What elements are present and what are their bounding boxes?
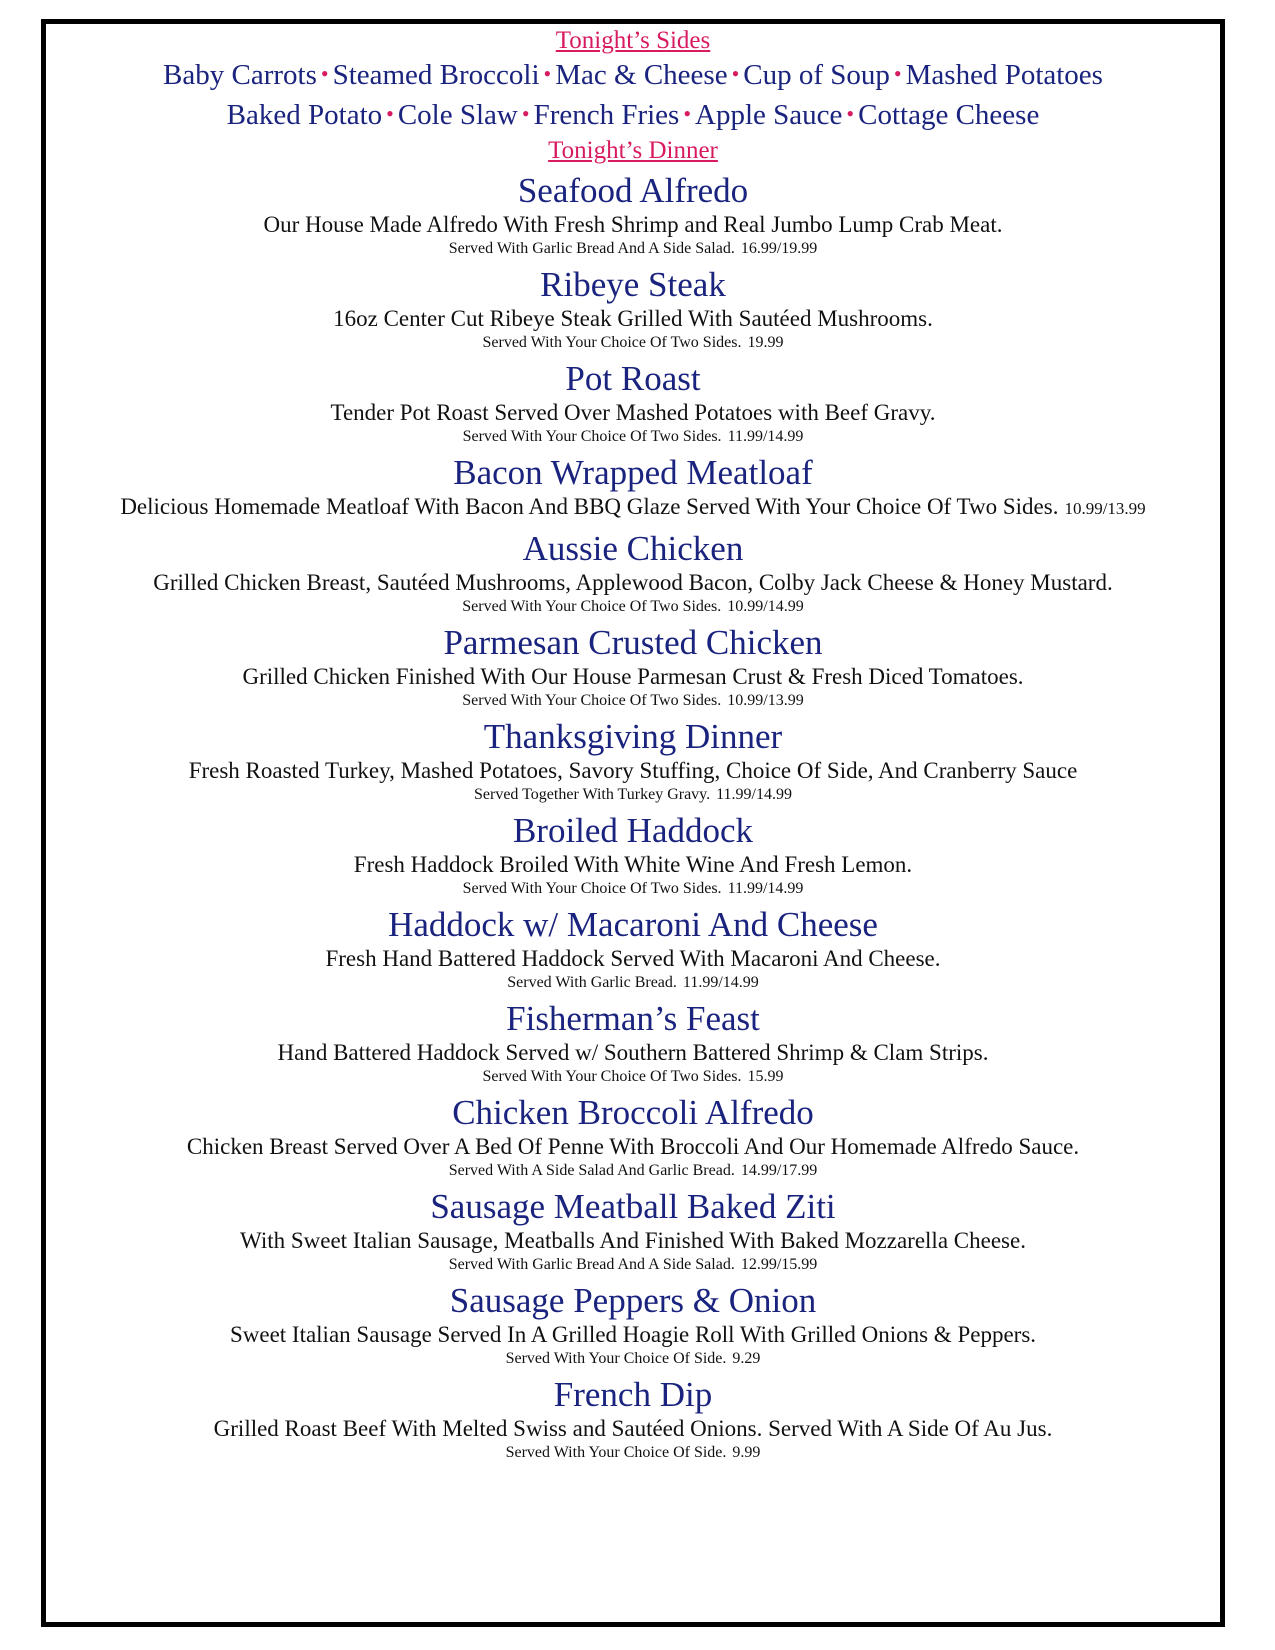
bullet-separator: • bbox=[521, 101, 530, 126]
dish-name: Chicken Broccoli Alfredo bbox=[452, 1093, 814, 1132]
dish-served-note bbox=[46, 1255, 1220, 1275]
dish-price: 10.99/14.99 bbox=[727, 598, 804, 615]
dish-served-note bbox=[46, 785, 1220, 805]
served-text: Served With Your Choice Of Side. bbox=[505, 1444, 727, 1461]
dinner-title: Tonight’s Dinner bbox=[548, 137, 718, 164]
menu-item bbox=[46, 453, 1220, 523]
dish-description-text: Tender Pot Roast Served Over Mashed Potatoes with Beef Gravy. bbox=[330, 400, 936, 425]
side-item: French Fries bbox=[533, 99, 680, 131]
dish-list bbox=[46, 171, 1220, 1463]
served-text: Served With Your Choice Of Two Sides. bbox=[482, 334, 742, 351]
dish-served-note bbox=[46, 973, 1220, 993]
dish-name: Parmesan Crusted Chicken bbox=[443, 623, 823, 662]
dish-description bbox=[46, 663, 1220, 691]
dish-served-note bbox=[46, 1349, 1220, 1369]
menu-item bbox=[46, 905, 1220, 993]
bullet-separator: • bbox=[320, 61, 329, 86]
side-item: Cole Slaw bbox=[397, 99, 518, 131]
side-item: Cottage Cheese bbox=[858, 99, 1040, 131]
dish-price: 11.99/14.99 bbox=[727, 880, 804, 897]
dish-name: French Dip bbox=[553, 1375, 713, 1414]
dish-name: Ribeye Steak bbox=[540, 265, 726, 304]
dish-name: Bacon Wrapped Meatloaf bbox=[453, 453, 813, 492]
dish-description-text: 16oz Center Cut Ribeye Steak Grilled With Sautéed Mushrooms. bbox=[333, 306, 933, 331]
dish-served-note bbox=[46, 597, 1220, 617]
dish-price: 11.99/14.99 bbox=[682, 974, 759, 991]
menu-item bbox=[46, 265, 1220, 353]
bullet-separator: • bbox=[543, 61, 552, 86]
dish-description-text: Fresh Hand Battered Haddock Served With Macaroni And Cheese. bbox=[325, 946, 941, 971]
sides-title: Tonight’s Sides bbox=[555, 27, 711, 54]
dish-description bbox=[46, 305, 1220, 333]
dish-price: 19.99 bbox=[747, 334, 784, 351]
dish-price: 14.99/17.99 bbox=[740, 1162, 818, 1179]
served-text: Served With Garlic Bread And A Side Salad. bbox=[448, 1256, 735, 1273]
served-text: Served With Your Choice Of Two Sides. bbox=[462, 428, 722, 445]
dish-served-note bbox=[46, 1443, 1220, 1463]
side-item: Cup of Soup bbox=[743, 59, 890, 91]
bullet-separator: • bbox=[683, 101, 692, 126]
served-text: Served Together With Turkey Gravy. bbox=[474, 786, 711, 803]
dish-served-note bbox=[46, 691, 1220, 711]
dish-description-text: Delicious Homemade Meatloaf With Bacon And BBQ Glaze Served With Your Choice Of Two Sides. bbox=[120, 494, 1059, 519]
dish-name: Thanksgiving Dinner bbox=[483, 717, 783, 756]
menu-item bbox=[46, 1093, 1220, 1181]
dish-price: 9.99 bbox=[732, 1444, 761, 1461]
dish-description-text: Fresh Haddock Broiled With White Wine And Fresh Lemon. bbox=[353, 852, 913, 877]
dish-description bbox=[46, 569, 1220, 597]
dish-description-text: Grilled Chicken Finished With Our House Parmesan Crust & Fresh Diced Tomatoes. bbox=[242, 664, 1024, 689]
menu-item bbox=[46, 359, 1220, 447]
served-text: Served With A Side Salad And Garlic Bread. bbox=[448, 1162, 735, 1179]
dish-name: Fisherman’s Feast bbox=[506, 999, 760, 1038]
bullet-separator: • bbox=[893, 61, 902, 86]
menu-item bbox=[46, 623, 1220, 711]
dish-description bbox=[46, 1227, 1220, 1255]
dish-name: Seafood Alfredo bbox=[517, 171, 749, 210]
dish-served-note bbox=[46, 239, 1220, 259]
sides-line-2 bbox=[46, 96, 1220, 136]
menu-content bbox=[46, 26, 1220, 1463]
dish-name: Sausage Meatball Baked Ziti bbox=[430, 1187, 836, 1226]
served-text: Served With Garlic Bread And A Side Salad. bbox=[448, 240, 735, 257]
dish-description bbox=[46, 1133, 1220, 1161]
menu-item bbox=[46, 811, 1220, 899]
dish-price: 9.29 bbox=[732, 1350, 761, 1367]
dish-description bbox=[46, 1321, 1220, 1349]
dish-served-note bbox=[46, 879, 1220, 899]
bullet-separator: • bbox=[386, 101, 394, 126]
side-item: Steamed Broccoli bbox=[332, 59, 540, 91]
menu-item bbox=[46, 1281, 1220, 1369]
sides-line-1 bbox=[46, 56, 1220, 96]
dish-price: 12.99/15.99 bbox=[740, 1256, 818, 1273]
dish-price: 11.99/14.99 bbox=[727, 428, 804, 445]
menu-item bbox=[46, 999, 1220, 1087]
dish-served-note bbox=[46, 333, 1220, 353]
dish-description-text: Grilled Roast Beef With Melted Swiss and Sautéed Onions. Served With A Side Of Au Jus. bbox=[213, 1416, 1053, 1441]
menu-item bbox=[46, 529, 1220, 617]
bullet-separator: • bbox=[846, 101, 855, 126]
side-item: Apple Sauce bbox=[695, 99, 843, 131]
side-item: Mac & Cheese bbox=[555, 59, 728, 91]
dish-description bbox=[46, 757, 1220, 785]
served-text: Served With Your Choice Of Two Sides. bbox=[462, 598, 722, 615]
dish-price: 10.99/13.99 bbox=[727, 692, 804, 709]
dish-description-text: Chicken Breast Served Over A Bed Of Penne With Broccoli And Our Homemade Alfredo Sauce. bbox=[186, 1134, 1080, 1159]
dish-price: 16.99/19.99 bbox=[740, 240, 818, 257]
dish-description bbox=[46, 1039, 1220, 1067]
dish-price: 15.99 bbox=[747, 1068, 784, 1085]
dish-description-text: Fresh Roasted Turkey, Mashed Potatoes, Savory Stuffing, Choice Of Side, And Cranberry Sauce bbox=[188, 758, 1078, 783]
side-item: Baked Potato bbox=[226, 99, 383, 131]
side-item: Baby Carrots bbox=[163, 59, 317, 91]
bullet-separator: • bbox=[731, 61, 740, 86]
dish-description-text: Grilled Chicken Breast, Sautéed Mushrooms, Applewood Bacon, Colby Jack Cheese & Honey Mustard. bbox=[153, 570, 1113, 595]
dish-description-text: Sweet Italian Sausage Served In A Grilled Hoagie Roll With Grilled Onions & Peppers. bbox=[229, 1322, 1037, 1347]
dish-served-note bbox=[46, 427, 1220, 447]
dish-name: Aussie Chicken bbox=[522, 529, 744, 568]
side-item: Mashed Potatoes bbox=[905, 59, 1103, 91]
dish-served-note bbox=[46, 1161, 1220, 1181]
dish-description bbox=[46, 493, 1220, 523]
menu-item bbox=[46, 717, 1220, 805]
dish-description bbox=[46, 211, 1220, 239]
dish-description-text: With Sweet Italian Sausage, Meatballs And Finished With Baked Mozzarella Cheese. bbox=[240, 1228, 1026, 1253]
dish-price: 11.99/14.99 bbox=[716, 786, 792, 803]
served-text: Served With Garlic Bread. bbox=[507, 974, 677, 991]
served-text: Served With Your Choice Of Two Sides. bbox=[462, 692, 722, 709]
dish-name: Pot Roast bbox=[565, 359, 701, 398]
dish-price: 10.99/13.99 bbox=[1064, 499, 1146, 518]
menu-item bbox=[46, 1187, 1220, 1275]
dish-description-text: Our House Made Alfredo With Fresh Shrimp and Real Jumbo Lump Crab Meat. bbox=[263, 212, 1003, 237]
served-text: Served With Your Choice Of Side. bbox=[505, 1350, 727, 1367]
dish-served-note bbox=[46, 1067, 1220, 1087]
dish-description-text: Hand Battered Haddock Served w/ Southern Battered Shrimp & Clam Strips. bbox=[277, 1040, 989, 1065]
menu-item bbox=[46, 171, 1220, 259]
dish-name: Haddock w/ Macaroni And Cheese bbox=[388, 905, 878, 944]
dish-name: Sausage Peppers & Onion bbox=[449, 1281, 817, 1320]
dish-description bbox=[46, 945, 1220, 973]
served-text: Served With Your Choice Of Two Sides. bbox=[462, 880, 722, 897]
dish-name: Broiled Haddock bbox=[512, 811, 754, 850]
dish-description bbox=[46, 399, 1220, 427]
menu-item bbox=[46, 1375, 1220, 1463]
served-text: Served With Your Choice Of Two Sides. bbox=[482, 1068, 742, 1085]
dish-description bbox=[46, 851, 1220, 879]
dish-description bbox=[46, 1415, 1220, 1443]
